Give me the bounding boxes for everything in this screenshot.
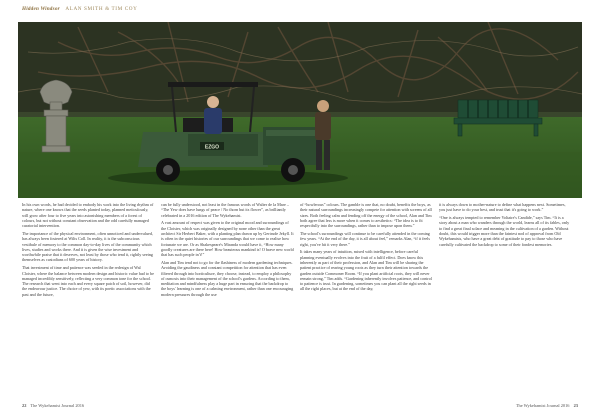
article-body [22,202,578,394]
text-column-2 [161,202,294,394]
vehicle-badge: EZGO [204,144,220,151]
paragraph: That investment of time and patience was seeded in the redesign of Wal Cloister, where the balance between modern design and historic value had to be managed incredibly sensitively, reflecting a very common tone for the school. The research that went into each and every square patch of soil, however, did the endeavour justice. The choice of yew, with its poetic associations with the past and the future, [22,265,154,297]
folio-left [22,403,84,408]
paragraph: The school's surroundings will continue to be carefully attended in the coming few years. “At the end of the day, it is all about feel,” remarks Alan, “if it feels right, you've hit it very there.” [300,230,430,247]
running-head-title: Hidden Windsor [22,6,60,12]
running-head [22,6,137,12]
garden-photo [18,22,582,198]
paragraph: “One is always tempted to remember Voltaire's Candide,” says Tim. “It is a story about a man who wanders through the world, learns all of its fables, only to find a great final solace and meaning in the cultivation of a garden. Without doubt, this would trigger more than the faintest nod of approval from Old Wykehamists, who have a great debt of gratitude to pay to those who have carefully cultivated the backdrop to some of their fondest memories. [439,215,570,247]
text-column-4 [439,202,572,394]
paragraph: A vast amount of respect was given to the original mood and surroundings of the Cloister, which was originally designed by none other than the great architect Sir Herbert Baker, with a planting plan drawn up by Gertrude Jekyll. It is often in the quiet histories of our surroundings that we come to realise how fortunate we are. Or as Shakespeare's Miranda would have it, “How many goodly creatures are there here! How beauteous mankind is! O brave new world that has such people in’t!” [161,220,294,258]
journal-name-left: The Wykehamist Journal 2016 [30,403,85,408]
paragraph: It takes many years of intuition, mixed with intelligence, before careful planning eventually evolves into the fruit of a fulfil effect. Does know this inherently as part of their profession, and Alan and Tim will be sharing the patient practice of rearing young roots as they turn their attention towards the garden outside Commoner Room. “If you plant artificial roots, they will never remain strong,” Tim adds. “Gardening inherently involves patience, and control to patience is trust. In gardening, sometimes you can plant all the right seeds in all the right places, but at the end of the day, [300,249,433,292]
text-column-3 [300,202,433,394]
running-head-byline: ALAN SMITH & TIM COY [65,6,138,12]
journal-name-right: The Wykehamist Journal 2016 [515,403,570,408]
paragraph: In his own words, he had decided to embody his work into the living rhythm of nature, where one knows that the seeds planted today, planned meticulously, will grow after four to five years into astonishing members of a forest of colours, but not without constant observation and the odd carefully managed curatorial intervention. [22,202,154,229]
folio-right [516,403,578,408]
paragraph: of “howlerous” colours. The gamble is one that, no doubt, benefits the boys, as their natural surroundings increasingly compete for attention with screens of all sizes. Both feeling calm and fending off the energy of the school, Alan and Tim both agree that less is more when it comes to aesthetics: “The idea is to fit respectfully into the surroundings, rather than to impose upon them.” [300,202,432,229]
page-number-left: 22 [22,403,27,408]
paragraph: it is always down to mother-nature to define what happens next. Sometimes, you just have to do your best, and trust that it's going to work.” [439,202,566,213]
paragraph: can be fully understood, not least in the famous words of Walter de la Mare – “The Yew does have lungs of peace / No thorn but its flower”, as brilliantly celebrated in a 2016 edition of The Wykehamist. [161,202,289,218]
page-number-right: 23 [573,403,578,408]
paragraph: Alan and Tim tend not to go for the flashiness of modern gardening techniques. Avoiding the gaudiness and constant competition for attention that has even filtered through into horticulture, they choose, instead, to employ a philosophy of osmosis into their management of the school's gardens. According to them, meditation and mindfulness play a huge part in ensuring that the backdrop to the boys' learning is one of a calming environment, rather than one encouraging modern pressures through the use [161,259,294,297]
text-column-1 [22,202,155,394]
paragraph: The importance of the physical environment, often unnoticed and undervalued, has always been fostered at Wilts Coll. In reality, it is the subconscious vestibule of memory to the common day-to-day lives of the community which lives, studies and works there. And it is given the wise investment and worthwhile praise that it deserves, not least by those who tend it, rightly seeing themselves as custodians of 600 years of history. [22,230,153,263]
